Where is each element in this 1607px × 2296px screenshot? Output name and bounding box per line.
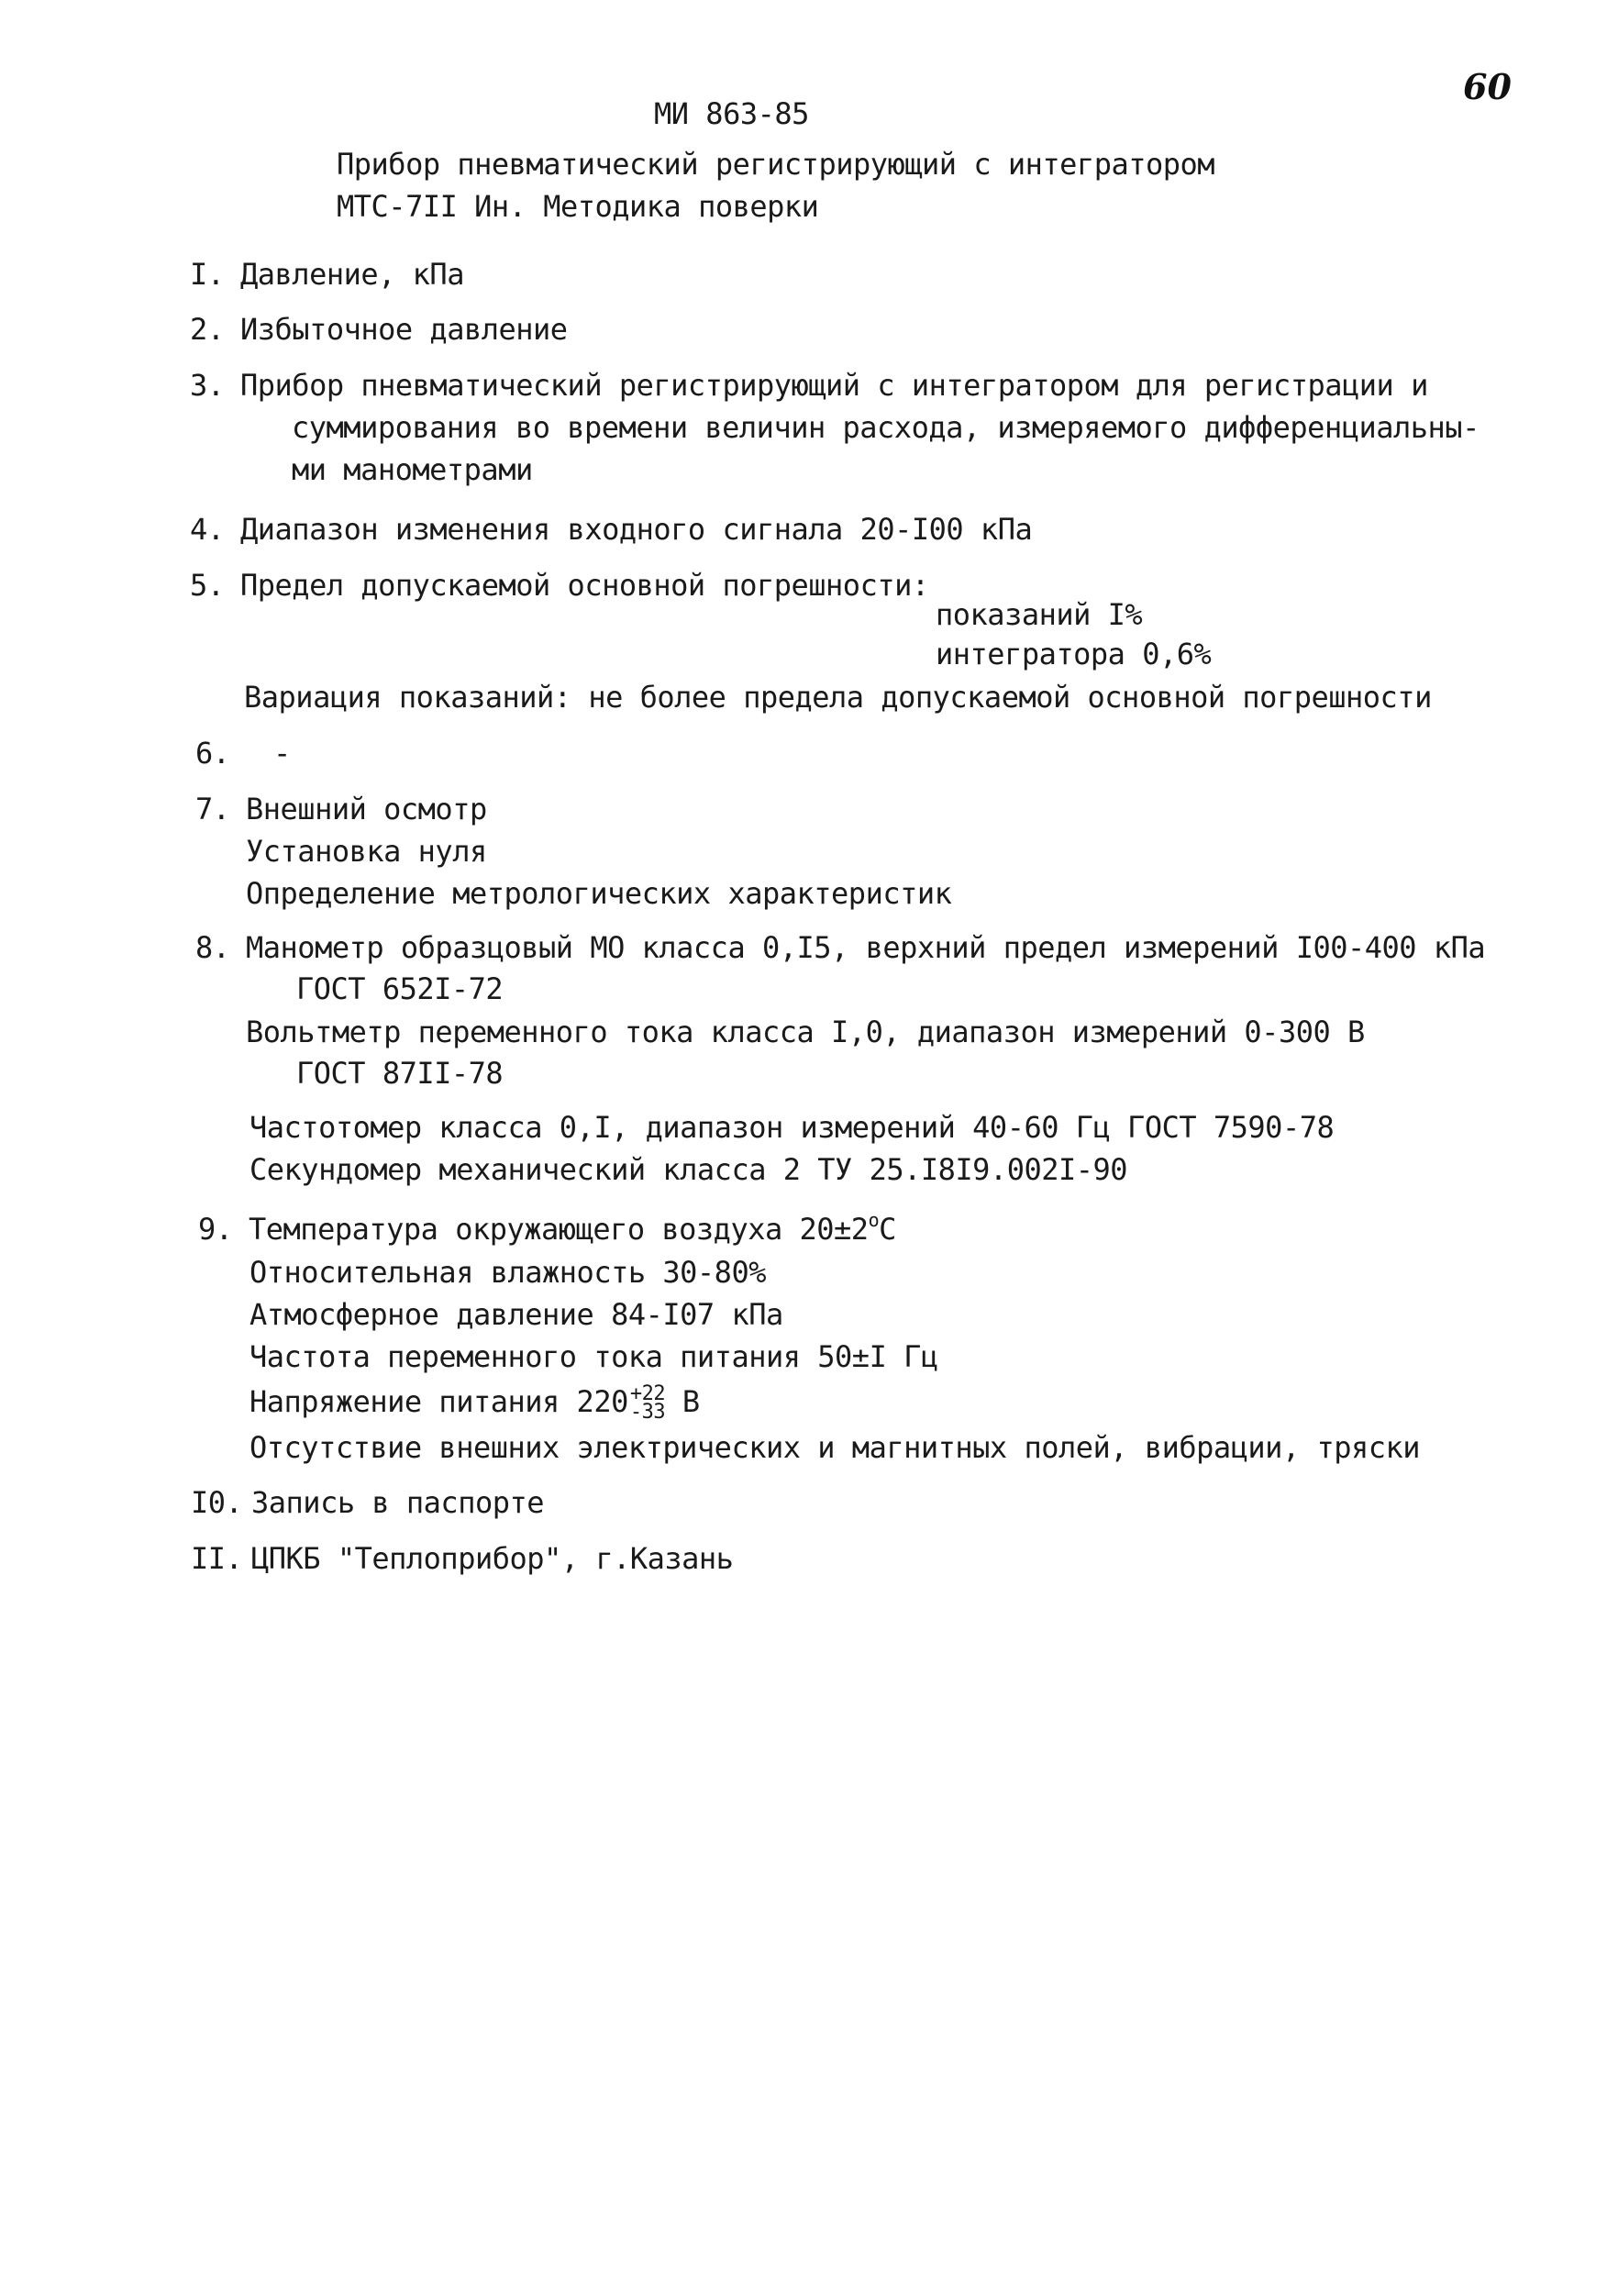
- list-item-6: [195, 735, 291, 771]
- item-text: Запись в паспорте: [251, 1485, 545, 1520]
- item-text: -: [273, 736, 291, 771]
- list-item-9-line6: Отсутствие внешних электрических и магнитных полей, вибрации, тряски: [249, 1430, 1421, 1465]
- item-number: 3.: [190, 368, 225, 403]
- item-number: 8.: [195, 930, 230, 965]
- list-item-9-line3: Атмосферное давление 84-I07 кПа: [249, 1297, 783, 1332]
- list-item-10: [191, 1484, 544, 1521]
- item-text: Диапазон изменения входного сигнала 20-I00 кПа: [240, 512, 1033, 547]
- item-number: 5.: [190, 568, 225, 603]
- item-text-line1: Внешний осмотр: [246, 792, 487, 826]
- document-code: МИ 863-85: [654, 96, 809, 131]
- list-item-7-line3: Определение метрологических характеристик: [246, 876, 952, 911]
- voltage-unit: В: [665, 1384, 700, 1419]
- list-item-8: [195, 929, 1485, 966]
- variation-text: Вариация показаний: не более предела допускаемой основной погрешности: [244, 680, 1432, 715]
- degree-superscript: о: [868, 1209, 880, 1231]
- voltage-tolerance: [629, 1382, 666, 1424]
- list-item-8-line6: Секундомер механический класса 2 ТУ 25.I8I9.002I-90: [249, 1152, 1128, 1187]
- list-item-9-line4: Частота переменного тока питания 50±I Гц: [249, 1339, 938, 1374]
- item-text: Давление, кПа: [240, 257, 464, 292]
- item-text-line1: Прибор пневматический регистрирующий с интегратором для регистрации и: [240, 368, 1428, 403]
- list-item-4: [190, 511, 1032, 548]
- item-number: II.: [191, 1541, 243, 1576]
- list-item-8-line5: Частотомер класса 0,I, диапазон измерений 40-60 Гц ГОСТ 7590-78: [249, 1110, 1335, 1145]
- item-number: I.: [190, 257, 225, 292]
- list-item-3-line2: суммирования во времени величин расхода, измеряемого дифференциальны-: [292, 410, 1480, 445]
- list-item-9-line5: [249, 1383, 700, 1422]
- item-number: 2.: [190, 312, 225, 347]
- list-item-1: [190, 256, 464, 293]
- list-item-9: [198, 1211, 896, 1248]
- item-number: 6.: [195, 736, 230, 771]
- item-number: 9.: [198, 1212, 233, 1247]
- error-readings: показаний I%: [936, 597, 1143, 632]
- list-item-11: [191, 1540, 733, 1577]
- item-number: I0.: [191, 1485, 243, 1520]
- item-number: 4.: [190, 512, 225, 547]
- item-text: Предел допускаемой основной погрешности:: [240, 568, 929, 603]
- page-number: 60: [1463, 66, 1512, 107]
- list-item-3: [190, 367, 1428, 404]
- item-text-line1: Манометр образцовый МО класса 0,I5, верхний предел измерений I00-400 кПа: [246, 930, 1486, 965]
- tolerance-upper: +22: [629, 1382, 666, 1405]
- list-item-8-line4: ГОСТ 87II-78: [296, 1056, 504, 1091]
- item-text: Избыточное давление: [240, 312, 568, 347]
- temperature-unit: С: [879, 1212, 896, 1247]
- list-item-5: [190, 567, 929, 604]
- error-integrator: интегратора 0,6%: [936, 637, 1212, 671]
- list-item-8-line2: ГОСТ 652I-72: [296, 971, 504, 1006]
- item-text-line1: Температура окружающего воздуха 20±2: [249, 1212, 869, 1247]
- item-number: 7.: [195, 792, 230, 826]
- item-text: ЦПКБ "Теплоприбор", г.Казань: [251, 1541, 734, 1576]
- document-title-line2: МТС-7II Ин. Методика поверки: [337, 189, 819, 224]
- list-item-7: [195, 791, 487, 827]
- list-item-8-line3: Вольтметр переменного тока класса I,0, диапазон измерений 0-300 В: [246, 1015, 1365, 1049]
- voltage-label: Напряжение питания 220: [249, 1384, 628, 1419]
- list-item-2: [190, 311, 568, 348]
- list-item-3-line3: ми манометрами: [292, 452, 533, 487]
- tolerance-lower: -33: [629, 1401, 666, 1424]
- document-title-line1: Прибор пневматический регистрирующий с интегратором: [337, 147, 1215, 182]
- list-item-9-line2: Относительная влажность 30-80%: [249, 1255, 766, 1290]
- list-item-7-line2: Установка нуля: [246, 834, 487, 869]
